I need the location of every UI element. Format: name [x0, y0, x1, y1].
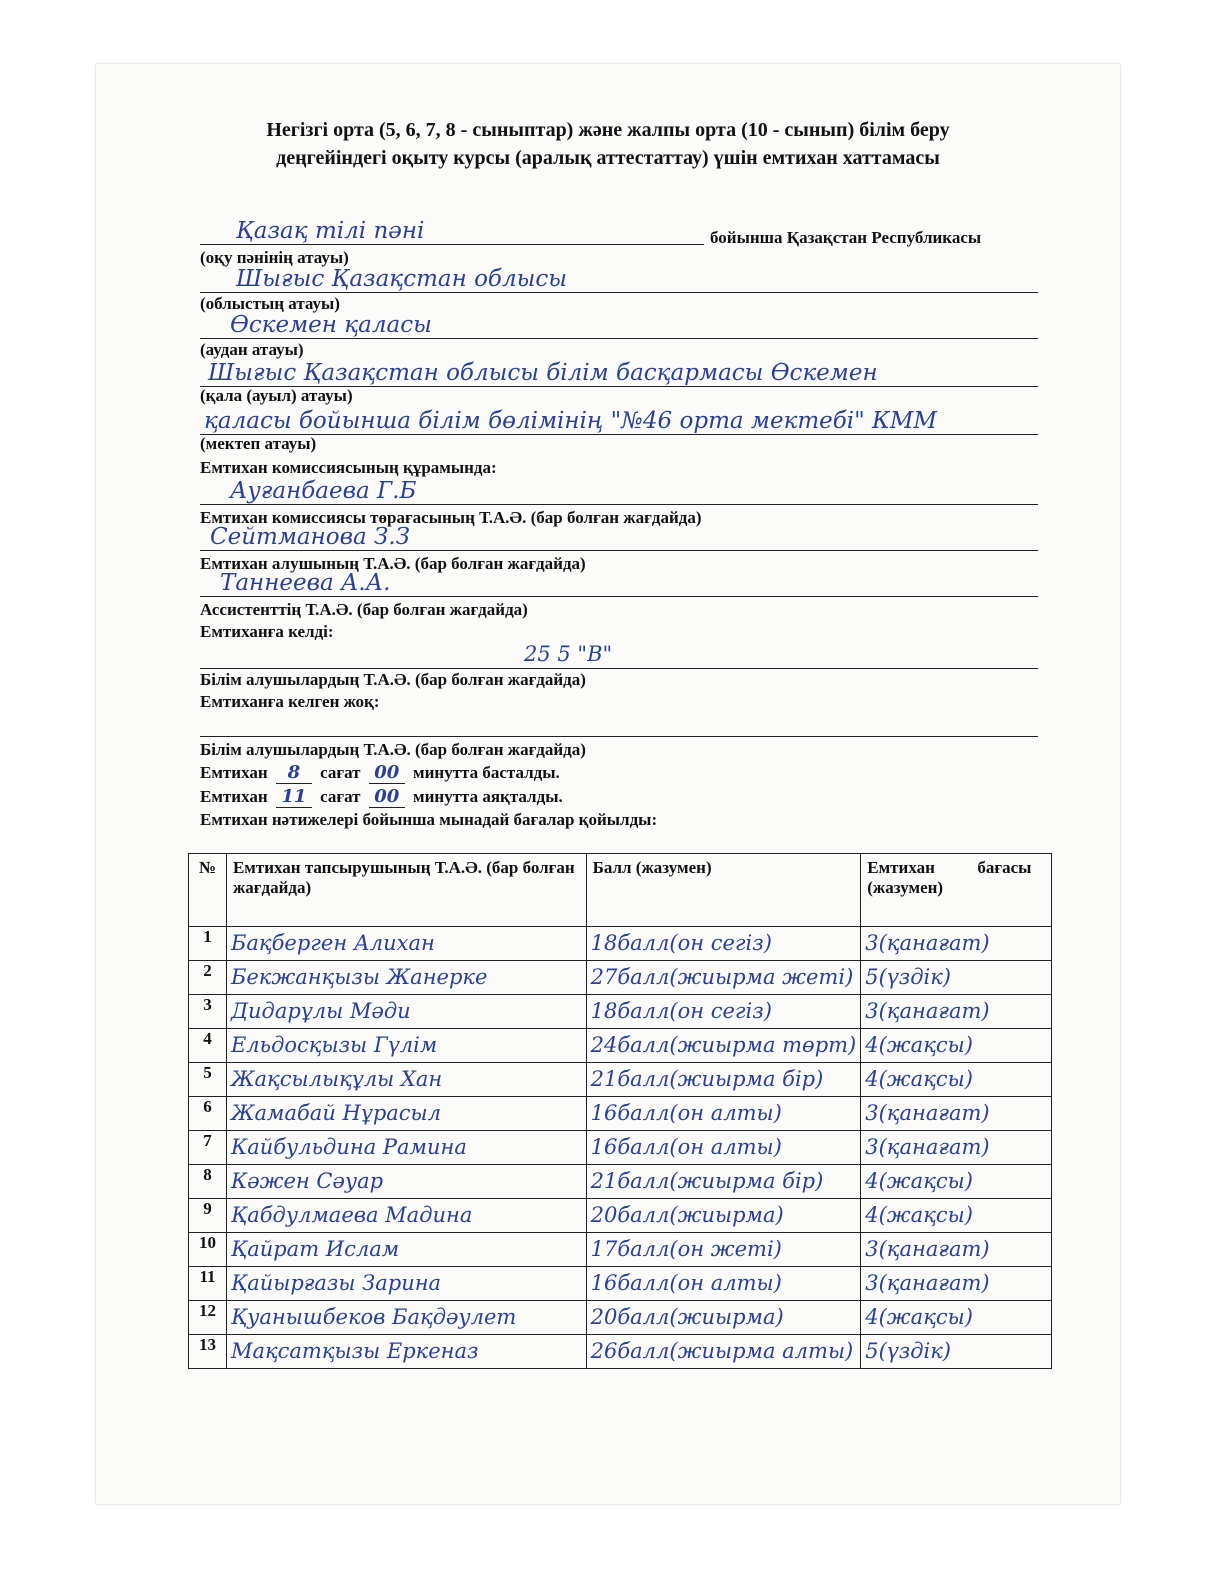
student-grade-cell — [861, 1131, 1052, 1165]
row-number-cell — [189, 1131, 227, 1165]
student-name: Қуанышбеков Бақдәулет — [230, 1305, 517, 1329]
school-label: (мектеп атауы) — [200, 434, 317, 453]
row-number: 2 — [203, 961, 212, 980]
row-number: 11 — [199, 1267, 216, 1286]
student-score: 20балл(жиырма) — [590, 1203, 784, 1227]
student-score: 16балл(он алты) — [590, 1271, 782, 1295]
student-grade-cell — [861, 1233, 1052, 1267]
student-grade-cell — [861, 961, 1052, 995]
table-row — [189, 1233, 1052, 1267]
row-number-cell — [189, 1063, 227, 1097]
student-score: 17балл(он жеті) — [590, 1237, 782, 1261]
chair-line — [200, 550, 1038, 551]
student-name: Мақсатқызы Еркеназ — [230, 1339, 479, 1363]
student-name-cell — [226, 995, 586, 1029]
school-value: қаласы бойынша білім бөлімінің "№46 орта мектебі" КММ — [204, 408, 937, 434]
student-name: Бекжанқызы Жанерке — [230, 965, 488, 989]
student-grade: 4(жақсы) — [865, 1067, 973, 1091]
student-score: 21балл(жиырма бір) — [590, 1067, 824, 1091]
student-grade-cell — [861, 1267, 1052, 1301]
row-number-cell — [189, 1199, 227, 1233]
subject-value: Қазақ тілі пәні — [236, 218, 425, 244]
start-minute: 00 — [374, 762, 400, 783]
student-name: Бақберген Алихан — [230, 931, 435, 955]
student-name: Қайырғазы Зарина — [230, 1271, 442, 1295]
student-name: Қайрат Ислам — [230, 1237, 400, 1261]
student-score-cell — [586, 1165, 861, 1199]
students-label-1: Білім алушылардың Т.А.Ә. (бар болған жағдайда) — [200, 670, 586, 689]
table-row — [189, 995, 1052, 1029]
title-line-1: Негізгі орта (5, 6, 7, 8 - сыныптар) және жалпы орта (10 - сынып) білім беру — [266, 119, 950, 141]
students-label-2: Білім алушылардың Т.А.Ә. (бар болған жағдайда) — [200, 740, 586, 759]
student-name: Жамабай Нұрасыл — [230, 1101, 442, 1125]
start-mid: сағат — [320, 763, 361, 782]
protocol-sheet — [96, 64, 1120, 1504]
header-num: № — [189, 854, 227, 927]
end-mid: сағат — [320, 787, 361, 806]
student-score-cell — [586, 995, 861, 1029]
subject-line — [200, 244, 704, 245]
table-row — [189, 1199, 1052, 1233]
student-grade-cell — [861, 1199, 1052, 1233]
district-label: (аудан атауы) — [200, 340, 304, 359]
table-row — [189, 1029, 1052, 1063]
attended-label: Емтиханға келді: — [200, 622, 334, 641]
header-grade: Емтихан бағасы (жазумен) — [861, 854, 1052, 927]
student-grade: 3(қанағат) — [865, 999, 990, 1023]
student-score-cell — [586, 1131, 861, 1165]
table-row — [189, 1165, 1052, 1199]
chair-value: Сейтманова З.З — [210, 524, 410, 550]
student-score-cell — [586, 1199, 861, 1233]
student-name-cell — [226, 1267, 586, 1301]
row-number: 13 — [198, 1335, 216, 1354]
student-score-cell — [586, 1267, 861, 1301]
row-number: 8 — [203, 1165, 212, 1184]
row-number: 1 — [203, 927, 212, 946]
row-number: 5 — [203, 1063, 212, 1082]
end-suffix: минутта аяқталды. — [413, 787, 563, 806]
table-header-row — [189, 854, 1052, 927]
commission-line — [200, 504, 1038, 505]
student-grade: 5(үздік) — [865, 965, 952, 989]
row-number-cell — [189, 927, 227, 961]
row-number-cell — [189, 1165, 227, 1199]
attended-line — [200, 668, 1038, 669]
student-score-cell — [586, 1233, 861, 1267]
student-grade-cell — [861, 1335, 1052, 1369]
student-name-cell — [226, 927, 586, 961]
examiner-label: Емтихан алушының Т.А.Ә. (бар болған жағдайда) — [200, 554, 586, 573]
header-score: Балл (жазумен) — [586, 854, 861, 927]
absent-line — [200, 736, 1038, 737]
student-name: Дидарұлы Мәди — [230, 999, 411, 1023]
end-minute: 00 — [374, 786, 400, 807]
student-grade-cell — [861, 995, 1052, 1029]
student-grade: 4(жақсы) — [865, 1305, 973, 1329]
document-title — [96, 116, 1120, 172]
row-number: 10 — [198, 1233, 216, 1252]
table-row — [189, 1267, 1052, 1301]
region-value: Шығыс Қазақстан облысы — [236, 266, 567, 292]
start-hour: 8 — [287, 762, 301, 783]
row-number: 3 — [203, 995, 212, 1014]
row-number: 12 — [198, 1301, 216, 1320]
student-name: Жақсылықұлы Хан — [230, 1067, 443, 1091]
table-row — [189, 1063, 1052, 1097]
city-value: Шығыс Қазақстан облысы білім басқармасы Өскемен — [208, 360, 878, 386]
student-score: 24балл(жиырма төрт) — [590, 1033, 857, 1057]
city-label: (қала (ауыл) атауы) — [200, 386, 353, 405]
assistant-label: Ассистенттің Т.А.Ә. (бар болған жағдайда) — [200, 600, 528, 619]
student-score-cell — [586, 961, 861, 995]
title-line-2: деңгейіндегі оқыту курсы (аралық аттестаттау) үшін емтихан хаттамасы — [276, 147, 940, 169]
student-grade: 3(қанағат) — [865, 931, 990, 955]
subject-label: (оқу пәнінің атауы) — [200, 248, 349, 267]
region-label: (облыстың атауы) — [200, 294, 340, 313]
student-score: 27балл(жиырма жеті) — [590, 965, 854, 989]
student-grade: 4(жақсы) — [865, 1169, 973, 1193]
student-name-cell — [226, 1301, 586, 1335]
table-row — [189, 1301, 1052, 1335]
row-number-cell — [189, 1097, 227, 1131]
district-value: Өскемен қаласы — [230, 312, 432, 338]
row-number-cell — [189, 961, 227, 995]
student-score: 20балл(жиырма) — [590, 1305, 784, 1329]
student-grade-cell — [861, 1097, 1052, 1131]
row-number-cell — [189, 1029, 227, 1063]
row-number-cell — [189, 1301, 227, 1335]
student-name-cell — [226, 1233, 586, 1267]
header-name: Емтихан тапсырушының Т.А.Ә. (бар болған жағдайда) — [226, 854, 586, 927]
student-score-cell — [586, 1063, 861, 1097]
end-time-line — [200, 786, 563, 808]
end-prefix: Емтихан — [200, 787, 268, 806]
student-grade-cell — [861, 927, 1052, 961]
student-score-cell — [586, 1335, 861, 1369]
student-name-cell — [226, 1199, 586, 1233]
student-score-cell — [586, 927, 861, 961]
student-grade: 3(қанағат) — [865, 1101, 990, 1125]
student-name-cell — [226, 1097, 586, 1131]
table-row — [189, 1097, 1052, 1131]
student-name-cell — [226, 1029, 586, 1063]
row-number-cell — [189, 1267, 227, 1301]
results-body — [189, 927, 1052, 1369]
table-row — [189, 927, 1052, 961]
row-number-cell — [189, 1335, 227, 1369]
student-grade: 4(жақсы) — [865, 1203, 973, 1227]
school-line — [200, 434, 1038, 435]
student-name-cell — [226, 1131, 586, 1165]
student-name: Ельдосқызы Гүлім — [230, 1033, 438, 1057]
student-grade-cell — [861, 1301, 1052, 1335]
student-score: 18балл(он сегіз) — [590, 931, 772, 955]
student-grade: 3(қанағат) — [865, 1237, 990, 1261]
student-grade-cell — [861, 1165, 1052, 1199]
start-suffix: минутта басталды. — [413, 763, 560, 782]
row-number-cell — [189, 995, 227, 1029]
student-name: Қабдулмаева Мадина — [230, 1203, 473, 1227]
student-name-cell — [226, 1335, 586, 1369]
student-score: 16балл(он алты) — [590, 1135, 782, 1159]
table-row — [189, 961, 1052, 995]
end-hour: 11 — [281, 786, 307, 807]
student-name-cell — [226, 1165, 586, 1199]
row-number: 6 — [203, 1097, 212, 1116]
examiner-line — [200, 596, 1038, 597]
region-line — [200, 292, 1038, 293]
row-number: 4 — [203, 1029, 212, 1048]
results-table — [188, 853, 1052, 1369]
attended-value: 25 5 "В" — [524, 642, 613, 666]
subject-suffix: бойынша Қазақстан Республикасы — [710, 228, 982, 247]
student-grade: 5(үздік) — [865, 1339, 952, 1363]
row-number-cell — [189, 1233, 227, 1267]
student-grade-cell — [861, 1063, 1052, 1097]
commission-value: Ауғанбаева Г.Б — [230, 478, 417, 504]
student-score: 18балл(он сегіз) — [590, 999, 772, 1023]
student-score-cell — [586, 1301, 861, 1335]
student-score: 21балл(жиырма бір) — [590, 1169, 824, 1193]
student-score: 26балл(жиырма алты) — [590, 1339, 854, 1363]
student-grade-cell — [861, 1029, 1052, 1063]
chair-label: Емтихан комиссиясы төрағасының Т.А.Ә. (бар болған жағдайда) — [200, 508, 702, 527]
student-grade: 4(жақсы) — [865, 1033, 973, 1057]
student-score-cell — [586, 1029, 861, 1063]
student-score-cell — [586, 1097, 861, 1131]
start-prefix: Емтихан — [200, 763, 268, 782]
table-row — [189, 1131, 1052, 1165]
table-row — [189, 1335, 1052, 1369]
start-time-line — [200, 762, 560, 784]
district-line — [200, 338, 1038, 339]
row-number: 9 — [203, 1199, 212, 1218]
student-name-cell — [226, 1063, 586, 1097]
student-name: Кайбульдина Рамина — [230, 1135, 467, 1159]
commission-label: Емтихан комиссиясының құрамында: — [200, 458, 497, 477]
results-intro: Емтихан нәтижелері бойынша мынадай бағалар қойылды: — [200, 810, 658, 829]
absent-label: Емтиханға келген жоқ: — [200, 692, 380, 711]
student-grade: 3(қанағат) — [865, 1271, 990, 1295]
student-score: 16балл(он алты) — [590, 1101, 782, 1125]
examiner-value: Таннеева А.А. — [220, 570, 391, 596]
student-grade: 3(қанағат) — [865, 1135, 990, 1159]
student-name-cell — [226, 961, 586, 995]
row-number: 7 — [203, 1131, 212, 1150]
student-name: Кәжен Сәуар — [230, 1169, 384, 1193]
